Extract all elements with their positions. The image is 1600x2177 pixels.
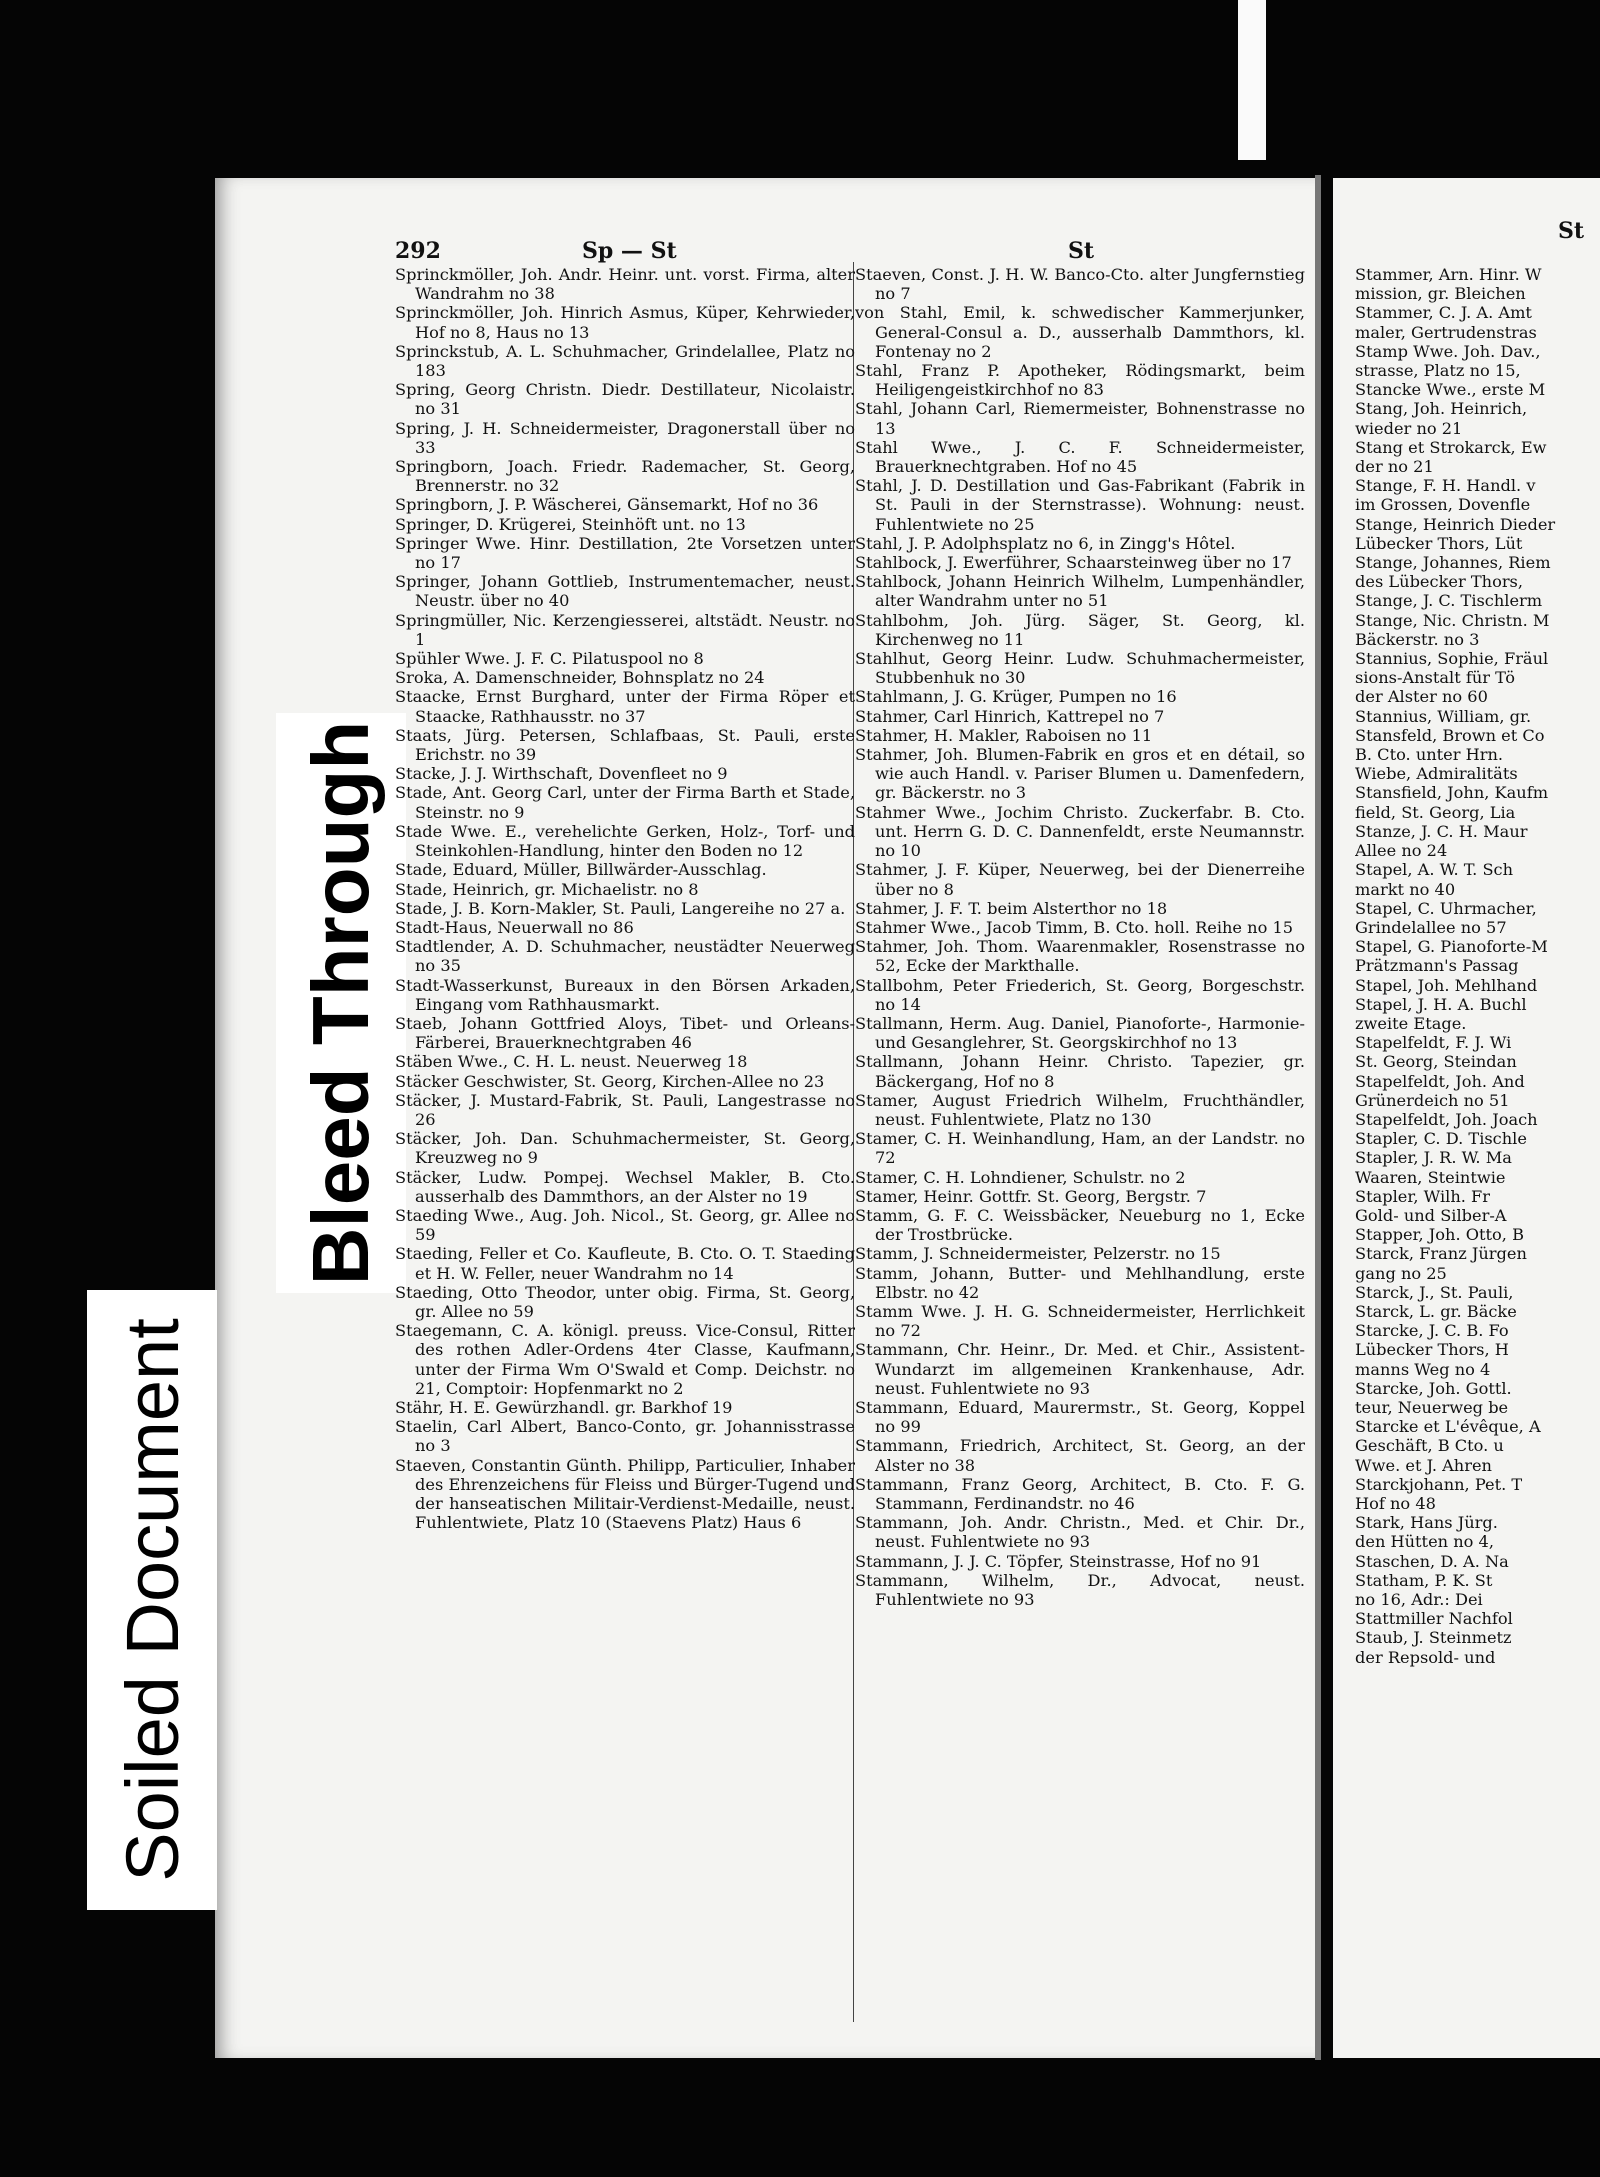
- directory-entry: Stapper, Joh. Otto, B: [1355, 1225, 1524, 1245]
- directory-entry: Stäcker, J. Mustard-Fabrik, St. Pauli, Langestrasse no 26: [395, 1090, 855, 1129]
- directory-column-middle: [855, 265, 1305, 2045]
- directory-entry: Stallmann, Herm. Aug. Daniel, Pianoforte-, Harmonie- und Gesanglehrer, St. Georgskirchhof no 13: [855, 1013, 1305, 1053]
- directory-entry: Stahmer, Joh. Thom. Waarenmakler, Rosenstrasse no 52, Ecke der Markthalle.: [855, 937, 1305, 976]
- directory-entry: Stange, Nic. Christn. M: [1355, 610, 1550, 630]
- directory-entry: der Alster no 60: [1355, 687, 1488, 707]
- directory-entry: Springborn, Joach. Friedr. Rademacher, St. Georg, Brennerstr. no 32: [395, 457, 855, 496]
- directory-entry: St. Georg, Steindan: [1355, 1052, 1517, 1072]
- directory-entry: Stahlhut, Georg Heinr. Ludw. Schuhmachermeister, Stubbenhuk no 30: [855, 649, 1305, 688]
- directory-entry: Stamm, G. F. C. Weissbäcker, Neueburg no 1, Ecke der Trostbrücke.: [855, 1205, 1305, 1245]
- directory-entry: Staegemann, C. A. königl. preuss. Vice-Consul, Ritter des rothen Adler-Ordens 4ter Classe, Kaufmann, unter der Firma Wm O'Swald et Comp. Deichstr. no 21, Comptoir: Hopfenmarkt no 2: [395, 1321, 855, 1398]
- directory-entry: Stansfield, John, Kaufm: [1355, 783, 1549, 803]
- directory-entry: Stapler, J. R. W. Ma: [1355, 1148, 1512, 1168]
- directory-entry: Stamm, J. Schneidermeister, Pelzerstr. no 15: [855, 1244, 1221, 1264]
- directory-entry: Stacke, J. J. Wirthschaft, Dovenfleet no 9: [395, 764, 728, 784]
- directory-entry: Stapelfeldt, Joh. Joach: [1355, 1109, 1538, 1129]
- directory-entry: Staacke, Ernst Burghard, unter der Firma Röper et Staacke, Rathhausstr. no 37: [395, 687, 855, 726]
- directory-column-right: [1355, 265, 1600, 2045]
- directory-entry: Stahmer, Carl Hinrich, Kattrepel no 7: [855, 706, 1165, 726]
- directory-entry: Stammann, Chr. Heinr., Dr. Med. et Chir., Assistent-Wundarzt im allgemeinen Krankenhause, Adr. neust. Fuhlentwiete no 93: [855, 1340, 1305, 1398]
- directory-entry: Stahlbock, Johann Heinrich Wilhelm, Lumpenhändler, alter Wandrahm unter no 51: [855, 572, 1305, 611]
- directory-entry: Stäcker Geschwister, St. Georg, Kirchen-Allee no 23: [395, 1071, 825, 1091]
- directory-entry: Springer, Johann Gottlieb, Instrumentemacher, neust. Neustr. über no 40: [395, 572, 855, 611]
- directory-entry: Stark, Hans Jürg.: [1355, 1513, 1498, 1533]
- directory-entry: Stade, Eduard, Müller, Billwärder-Ausschlag.: [395, 860, 767, 880]
- directory-entry: Waaren, Steintwie: [1355, 1167, 1506, 1187]
- directory-entry: Stange, F. H. Handl. v: [1355, 476, 1536, 496]
- directory-entry: Spring, J. H. Schneidermeister, Dragonerstall über no 33: [395, 418, 855, 457]
- directory-entry: Stammann, Franz Georg, Architect, B. Cto. F. G. Stammann, Ferdinandstr. no 46: [855, 1474, 1305, 1513]
- directory-entry: Stamer, Heinr. Gottfr. St. Georg, Bergstr. 7: [855, 1186, 1207, 1206]
- directory-entry: Stattmiller Nachfol: [1355, 1609, 1513, 1629]
- directory-entry: Stäcker, Ludw. Pompej. Wechsel Makler, B. Cto. ausserhalb des Dammthors, an der Alster no 19: [395, 1167, 855, 1206]
- directory-entry: Hof no 48: [1355, 1494, 1436, 1513]
- directory-entry: B. Cto. unter Hrn.: [1355, 745, 1504, 765]
- directory-entry: Stammann, J. J. C. Töpfer, Steinstrasse, Hof no 91: [855, 1551, 1262, 1571]
- directory-entry: Stapel, G. Pianoforte-M: [1355, 937, 1548, 957]
- directory-entry: Stahl, Franz P. Apotheker, Rödingsmarkt, beim Heiligengeistkirchhof no 83: [855, 361, 1305, 400]
- directory-entry: teur, Neuerweg be: [1355, 1397, 1509, 1417]
- directory-entry: Lübecker Thors, Lüt: [1355, 533, 1523, 553]
- directory-entry: Stahmer, Joh. Blumen-Fabrik en gros et en détail, so wie auch Handl. v. Pariser Blumen u. Damenfedern, gr. Bäckerstr. no 3: [855, 745, 1305, 803]
- bleed-through-label: Bleed Through: [276, 713, 406, 1293]
- directory-entry: Stammann, Friedrich, Architect, St. Georg, an der Alster no 38: [855, 1436, 1305, 1475]
- directory-entry: Starckjohann, Pet. T: [1355, 1474, 1523, 1494]
- directory-entry: mission, gr. Bleichen: [1355, 284, 1526, 304]
- directory-entry: Stahlbohm, Joh. Jürg. Säger, St. Georg, kl. Kirchenweg no 11: [855, 610, 1305, 649]
- directory-entry: Stapel, Joh. Mehlhand: [1355, 975, 1538, 995]
- directory-entry: Stansfeld, Brown et Co: [1355, 725, 1545, 745]
- directory-entry: Staats, Jürg. Petersen, Schlafbaas, St. Pauli, erste Erichstr. no 39: [395, 725, 855, 765]
- directory-entry: Springmüller, Nic. Kerzengiesserei, altstädt. Neustr. no 1: [395, 610, 855, 649]
- directory-entry: der Repsold- und: [1355, 1647, 1496, 1667]
- directory-entry: Stahl Wwe., J. C. F. Schneidermeister, Brauerknechtgraben. Hof no 45: [855, 437, 1305, 477]
- directory-entry: gang no 25: [1355, 1263, 1447, 1283]
- directory-entry: Stapler, Wilh. Fr: [1355, 1186, 1491, 1206]
- directory-entry: Stapler, C. D. Tischle: [1355, 1129, 1527, 1149]
- page-fold-shadow: [1315, 175, 1321, 2060]
- directory-entry: im Grossen, Dovenfle: [1355, 495, 1531, 515]
- directory-entry: von Stahl, Emil, k. schwedischer Kammerjunker, General-Consul a. D., ausserhalb Dammthors, kl. Fontenay no 2: [855, 303, 1305, 361]
- directory-entry: Prätzmann's Passag: [1355, 956, 1519, 976]
- directory-entry: Statham, P. K. St: [1355, 1570, 1493, 1590]
- directory-entry: Staeb, Johann Gottfried Aloys, Tibet- und Orleans-Färberei, Brauerknechtgraben 46: [395, 1013, 855, 1053]
- directory-entry: Wwe. et J. Ahren: [1355, 1455, 1492, 1475]
- directory-entry: Stadtlender, A. D. Schuhmacher, neustädter Neuerweg no 35: [395, 937, 855, 976]
- directory-entry: Stahmer Wwe., Jacob Timm, B. Cto. holl. Reihe no 15: [855, 917, 1294, 937]
- directory-entry: Stannius, William, gr.: [1355, 706, 1532, 726]
- directory-entry: Starck, Franz Jürgen: [1355, 1244, 1527, 1264]
- directory-entry: Stahl, J. D. Destillation und Gas-Fabrikant (Fabrik in St. Pauli in der Sternstrasse). Wohnung: neust. Fuhlentwiete no 25: [855, 476, 1305, 534]
- directory-entry: Stahl, Johann Carl, Riemermeister, Bohnenstrasse no 13: [855, 399, 1305, 438]
- directory-entry: Bäckerstr. no 3: [1355, 629, 1480, 649]
- directory-entry: Staeding, Feller et Co. Kaufleute, B. Cto. O. T. Staeding et H. W. Feller, neuer Wandrahm no 14: [395, 1244, 855, 1283]
- directory-entry: Allee no 24: [1355, 841, 1448, 861]
- directory-entry: zweite Etage.: [1355, 1013, 1467, 1033]
- directory-entry: Stammann, Joh. Andr. Christn., Med. et Chir. Dr., neust. Fuhlentwiete no 93: [855, 1513, 1305, 1552]
- directory-column-left: [395, 265, 855, 2045]
- directory-entry: Gold- und Silber-A: [1355, 1205, 1507, 1225]
- directory-entry: Stancke Wwe., erste M: [1355, 380, 1546, 400]
- column-head: St: [1068, 238, 1095, 264]
- directory-entry: Stange, J. C. Tischlerm: [1355, 591, 1543, 611]
- directory-entry: Stäben Wwe., C. H. L. neust. Neuerweg 18: [395, 1052, 748, 1072]
- directory-entry: Stade, J. B. Korn-Makler, St. Pauli, Langereihe no 27 a.: [395, 898, 846, 918]
- directory-entry: Starcke et L'évêque, A: [1355, 1417, 1541, 1437]
- directory-entry: Staub, J. Steinmetz: [1355, 1628, 1512, 1648]
- directory-entry: field, St. Georg, Lia: [1355, 802, 1516, 822]
- directory-entry: Stamer, August Friedrich Wilhelm, Fruchthändler, neust. Fuhlentwiete, Platz no 130: [855, 1090, 1305, 1129]
- directory-entry: Sprinckmöller, Joh. Hinrich Asmus, Küper, Kehrwieder, Hof no 8, Haus no 13: [395, 303, 855, 342]
- directory-entry: Stahmer, H. Makler, Raboisen no 11: [855, 725, 1153, 745]
- directory-entry: Starcke, J. C. B. Fo: [1355, 1321, 1509, 1341]
- directory-entry: Stade, Heinrich, gr. Michaelistr. no 8: [395, 879, 699, 899]
- directory-entry: markt no 40: [1355, 879, 1456, 899]
- directory-entry: Stapel, C. Uhrmacher,: [1355, 898, 1537, 918]
- directory-entry: Sroka, A. Damenschneider, Bohnsplatz no 24: [395, 668, 765, 688]
- directory-entry: Stäcker, Joh. Dan. Schuhmachermeister, St. Georg, Kreuzweg no 9: [395, 1129, 855, 1168]
- directory-entry: Stadt-Haus, Neuerwall no 86: [395, 917, 634, 937]
- directory-entry: Wiebe, Admiralitäts: [1355, 764, 1518, 784]
- directory-entry: Stammer, Arn. Hinr. W: [1355, 265, 1542, 284]
- directory-entry: Stamm Wwe. J. H. G. Schneidermeister, Herrlichkeit no 72: [855, 1301, 1305, 1341]
- directory-entry: Stallbohm, Peter Friederich, St. Georg, Borgeschstr. no 14: [855, 975, 1305, 1014]
- running-head: Sp — St: [582, 238, 677, 264]
- directory-entry: maler, Gertrudenstras: [1355, 322, 1537, 342]
- directory-entry: Sprinckmöller, Joh. Andr. Heinr. unt. vorst. Firma, alter Wandrahm no 38: [395, 265, 855, 304]
- directory-entry: Stadt-Wasserkunst, Bureaux in den Börsen Arkaden, Eingang vom Rathhausmarkt.: [395, 975, 855, 1014]
- directory-entry: Stapel, J. H. A. Buchl: [1355, 994, 1527, 1014]
- directory-entry: manns Weg no 4: [1355, 1359, 1491, 1379]
- directory-entry: Spühler Wwe. J. F. C. Pilatuspool no 8: [395, 649, 704, 669]
- right-page-head: St: [1558, 218, 1585, 244]
- directory-entry: Staeding, Otto Theodor, unter obig. Firma, St. Georg, gr. Allee no 59: [395, 1282, 855, 1321]
- directory-entry: Stapel, A. W. T. Sch: [1355, 860, 1514, 880]
- directory-entry: Stang et Strokarck, Ew: [1355, 437, 1547, 457]
- directory-entry: Stahlmann, J. G. Krüger, Pumpen no 16: [855, 687, 1177, 707]
- directory-entry: Stannius, Sophie, Fräul: [1355, 649, 1549, 669]
- directory-entry: Springer, D. Krügerei, Steinhöft unt. no 13: [395, 514, 746, 534]
- directory-entry: Stang, Joh. Heinrich,: [1355, 399, 1528, 419]
- directory-entry: Grünerdeich no 51: [1355, 1090, 1510, 1110]
- directory-entry: Stade Wwe. E., verehelichte Gerken, Holz-, Torf- und Steinkohlen-Handlung, hinter den Boden no 12: [395, 821, 855, 861]
- directory-entry: Staeven, Const. J. H. W. Banco-Cto. alter Jungfernstieg no 7: [855, 265, 1305, 304]
- directory-entry: Stamm, Johann, Butter- und Mehlhandlung, erste Elbstr. no 42: [855, 1263, 1305, 1302]
- directory-entry: Starck, L. gr. Bäcke: [1355, 1301, 1517, 1321]
- directory-entry: Stahl, J. P. Adolphsplatz no 6, in Zingg's Hôtel.: [855, 533, 1236, 553]
- directory-entry: Stamer, C. H. Lohndiener, Schulstr. no 2: [855, 1167, 1186, 1187]
- directory-entry: Staschen, D. A. Na: [1355, 1551, 1509, 1571]
- directory-entry: strasse, Platz no 15,: [1355, 361, 1521, 381]
- directory-entry: Lübecker Thors, H: [1355, 1340, 1509, 1360]
- directory-entry: Stange, Heinrich Dieder: [1355, 514, 1556, 534]
- directory-entry: Stapelfeldt, F. J. Wi: [1355, 1033, 1512, 1053]
- directory-entry: Stallmann, Johann Heinr. Christo. Tapezier, gr. Bäckergang, Hof no 8: [855, 1052, 1305, 1091]
- page-number: 292: [395, 238, 441, 264]
- directory-entry: Staelin, Carl Albert, Banco-Conto, gr. Johannisstrasse no 3: [395, 1417, 855, 1456]
- directory-entry: wieder no 21: [1355, 418, 1463, 438]
- directory-entry: Stapelfeldt, Joh. And: [1355, 1071, 1525, 1091]
- bleed-through-margin: [1238, 0, 1266, 160]
- directory-entry: Spring, Georg Christn. Diedr. Destillateur, Nicolaistr. no 31: [395, 380, 855, 419]
- directory-entry: Starck, J., St. Pauli,: [1355, 1282, 1514, 1302]
- directory-entry: no 16, Adr.: Dei: [1355, 1590, 1483, 1610]
- directory-entry: des Lübecker Thors,: [1355, 572, 1524, 592]
- directory-entry: Stamp Wwe. Joh. Dav.,: [1355, 341, 1541, 361]
- directory-entry: Stahmer, J. F. Küper, Neuerweg, bei der Dienerreihe über no 8: [855, 860, 1305, 899]
- directory-entry: Staeven, Constantin Günth. Philipp, Particulier, Inhaber des Ehrenzeichens für Fleiss und Bürger-Tugend und der hanseatischen Militair-Verdienst-Medaille, neust. Fuhlentwiete, Platz 10 (Staevens Platz) Haus 6: [395, 1455, 855, 1533]
- directory-entry: Geschäft, B Cto. u: [1355, 1436, 1504, 1456]
- directory-entry: Stahmer, J. F. T. beim Alsterthor no 18: [855, 898, 1168, 918]
- directory-entry: Sprinckstub, A. L. Schuhmacher, Grindelallee, Platz no 183: [395, 341, 855, 381]
- directory-entry: Stähr, H. E. Gewürzhandl. gr. Barkhof 19: [395, 1397, 733, 1417]
- directory-entry: Springborn, J. P. Wäscherei, Gänsemarkt, Hof no 36: [395, 495, 819, 515]
- directory-entry: Stammer, C. J. A. Amt: [1355, 303, 1532, 323]
- directory-entry: Stammann, Wilhelm, Dr., Advocat, neust. Fuhlentwiete no 93: [855, 1570, 1305, 1610]
- directory-entry: sions-Anstalt für Tö: [1355, 668, 1516, 688]
- directory-entry: Stammann, Eduard, Maurermstr., St. Georg, Koppel no 99: [855, 1397, 1305, 1437]
- directory-entry: Stange, Johannes, Riem: [1355, 553, 1551, 573]
- directory-entry: Stahlbock, J. Ewerführer, Schaarsteinweg über no 17: [855, 553, 1292, 573]
- directory-entry: Grindelallee no 57: [1355, 917, 1507, 937]
- directory-entry: Starcke, Joh. Gottl.: [1355, 1378, 1512, 1398]
- directory-entry: Stanze, J. C. H. Maur: [1355, 821, 1528, 841]
- directory-entry: Springer Wwe. Hinr. Destillation, 2te Vorsetzen unter no 17: [395, 533, 855, 573]
- soiled-document-label: Soiled Document: [87, 1290, 217, 1910]
- directory-entry: Staeding Wwe., Aug. Joh. Nicol., St. Georg, gr. Allee no 59: [395, 1205, 855, 1245]
- directory-entry: Stamer, C. H. Weinhandlung, Ham, an der Landstr. no 72: [855, 1129, 1305, 1168]
- directory-entry: Stade, Ant. Georg Carl, unter der Firma Barth et Stade, Steinstr. no 9: [395, 783, 855, 822]
- directory-entry: den Hütten no 4,: [1355, 1532, 1494, 1552]
- directory-entry: Stahmer Wwe., Jochim Christo. Zuckerfabr. B. Cto. unt. Herrn G. D. C. Dannenfeldt, erste Neumannstr. no 10: [855, 802, 1305, 861]
- directory-entry: der no 21: [1355, 457, 1434, 477]
